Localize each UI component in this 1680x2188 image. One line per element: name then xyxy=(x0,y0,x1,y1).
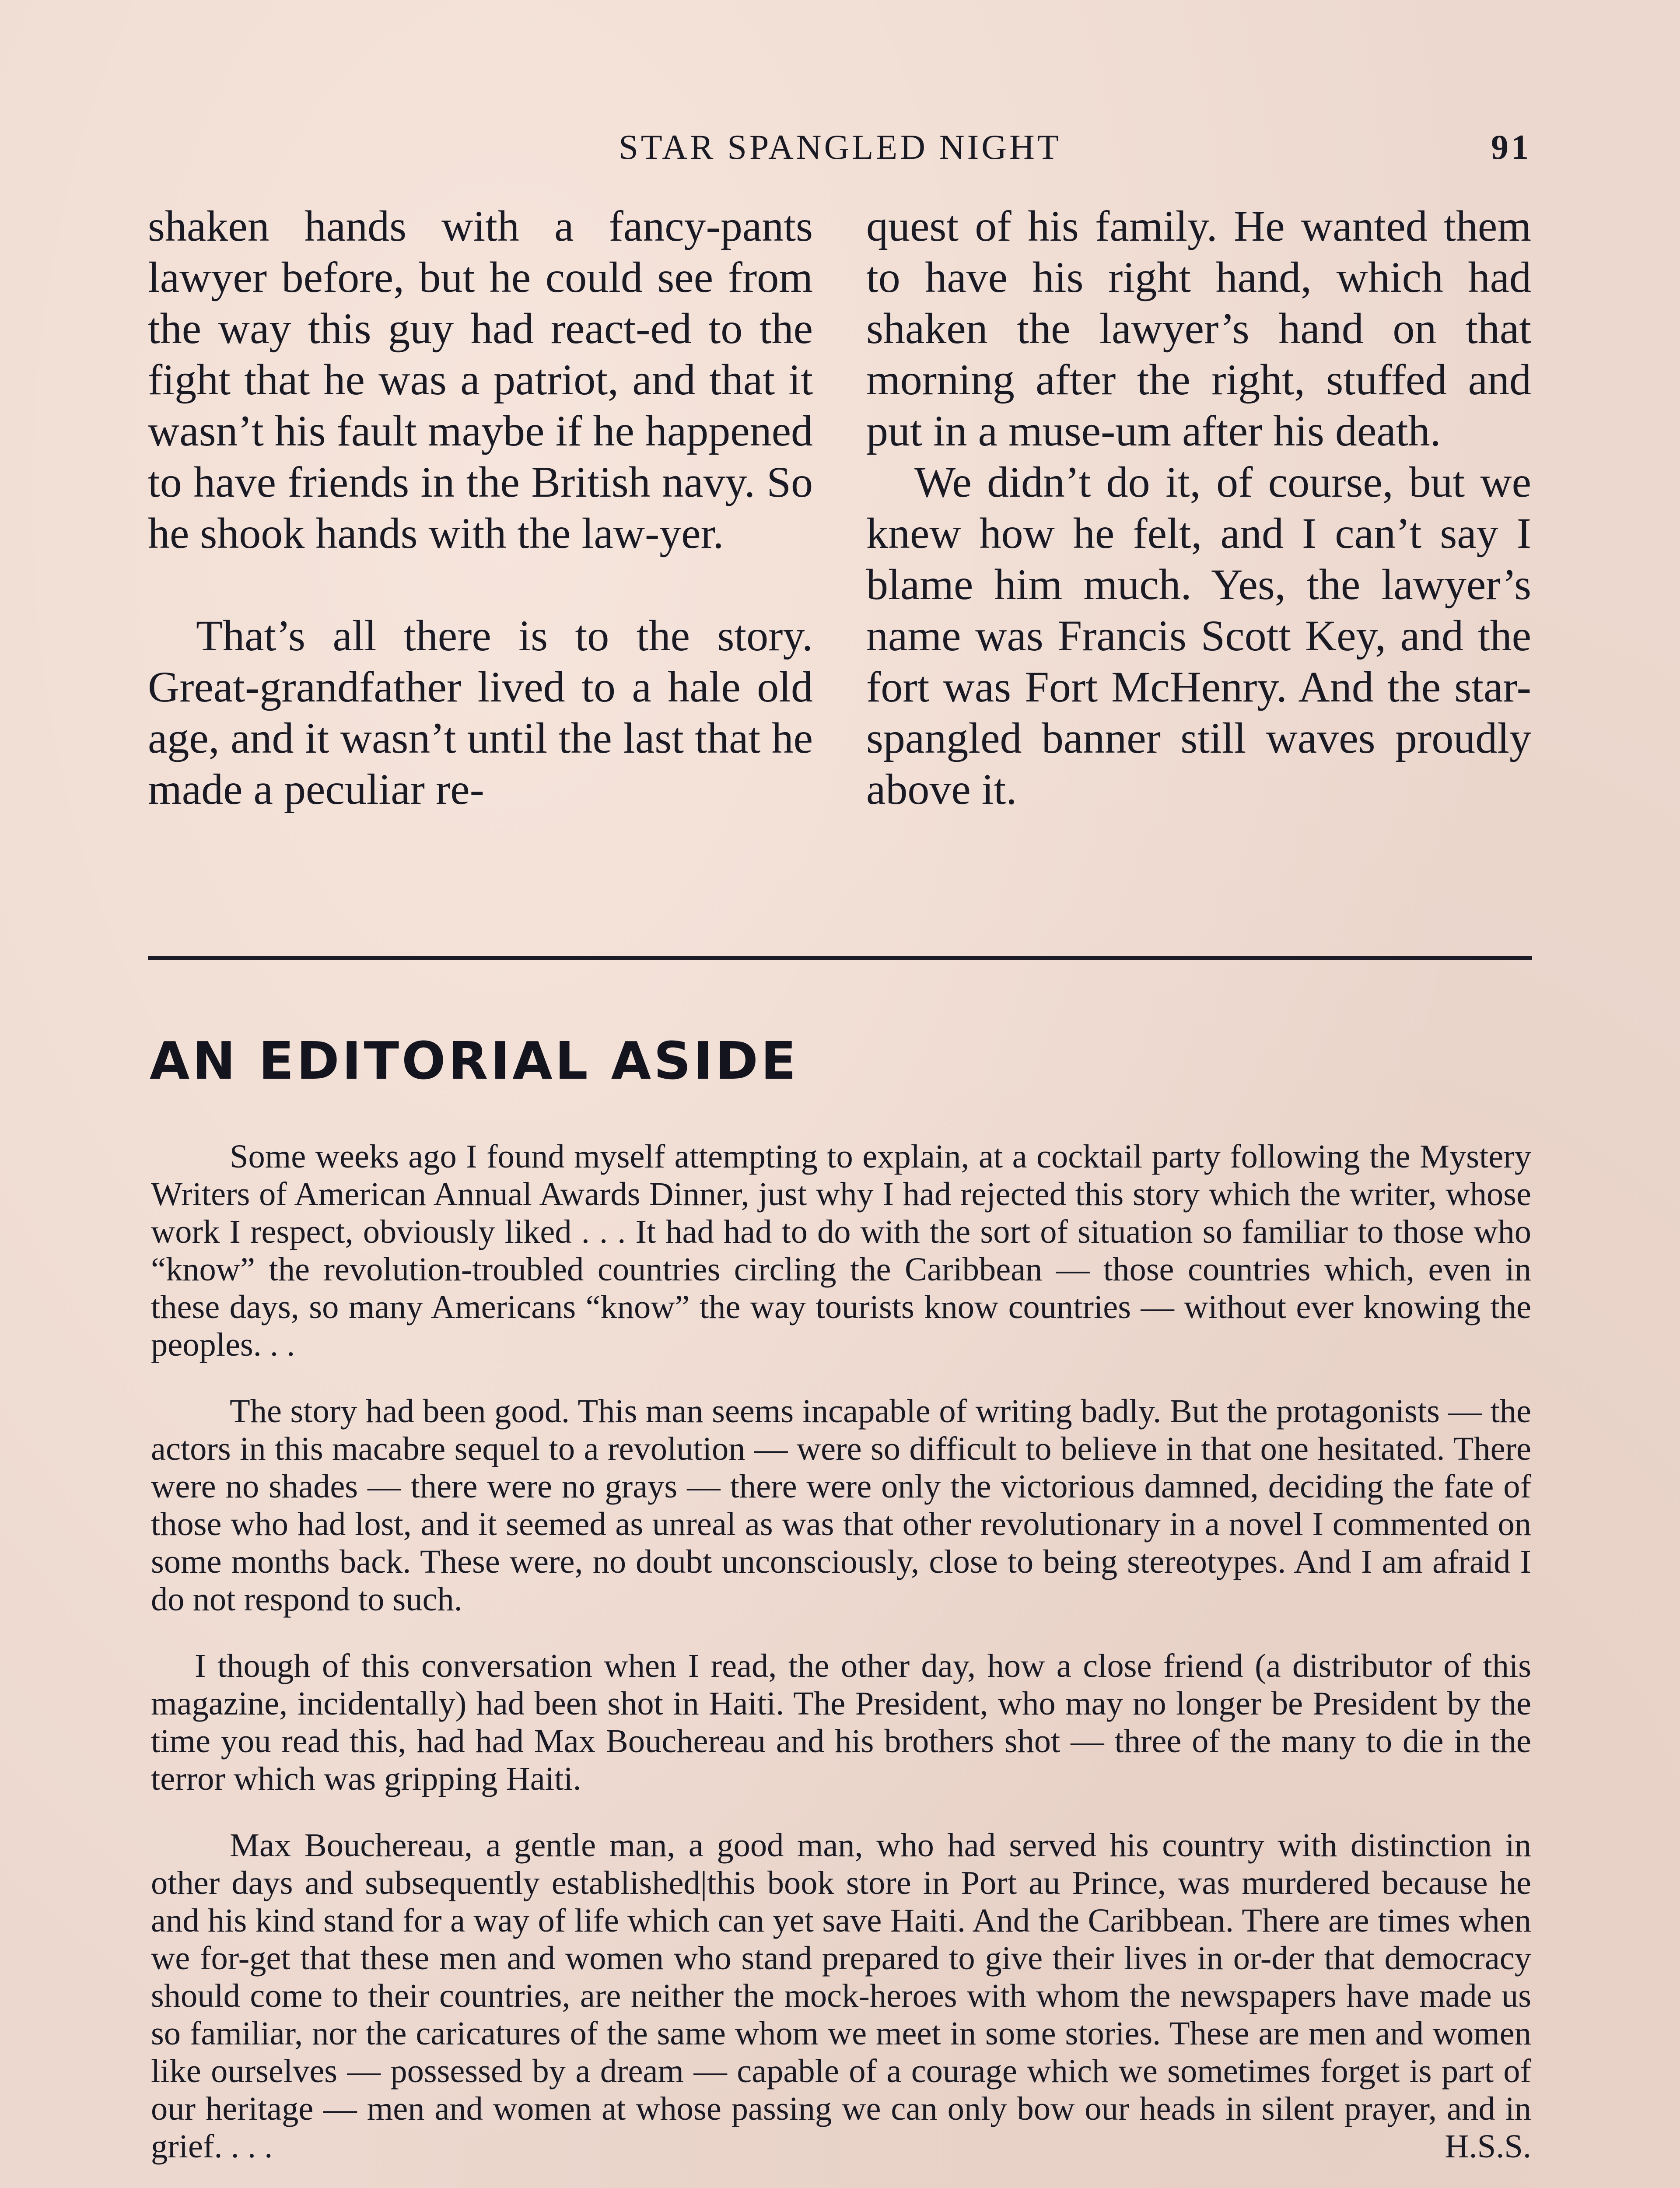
story-paragraph: shaken hands with a fancy-pants lawyer before, but he could see from the way this guy had react-ed to the fight that he was a patriot, and that it wasn’t his fault maybe if he happened to have friends in the British navy. So he shook hands with the law-yer. xyxy=(148,202,813,558)
editorial-paragraph-last xyxy=(151,1827,1531,2165)
editorial-paragraph: The story had been good. This man seems incapable of writing badly. But the protagonists — the actors in this macabre sequel to a revolution — were so difficult to believe in that one hesitated. There were no shades — there were no grays — there were only the victorious damned, deciding the fate of those who had lost, and it seemed as unreal as was that other revolutionary in a novel I commented on some months back. These were, no doubt unconsciously, close to being stereotypes. And I am afraid I do not respond to such. xyxy=(151,1392,1531,1618)
page-number: 91 xyxy=(1491,128,1531,167)
editorial-signature: H.S.S. xyxy=(1445,2128,1531,2165)
section-divider xyxy=(148,956,1532,960)
editorial-heading: AN EDITORIAL ASIDE xyxy=(150,1031,799,1091)
running-header xyxy=(149,128,1531,176)
story-paragraph: quest of his family. He wanted them to have his right hand, which had shaken the lawyer’s hand on that morning after the right, stuffed and put in a muse-um after his death. xyxy=(866,202,1531,455)
editorial-paragraph: Some weeks ago I found myself attempting to explain, at a cocktail party following the Mystery Writers of American Annual Awards Dinner, just why I had rejected this story which the writer, whose work I respect, obviously liked . . . It had had to do with the sort of situation so familiar to those who “know” the revolution-troubled countries circling the Caribbean — those countries which, even in these days, so many Americans “know” the way tourists know countries — without ever knowing the peoples. . . xyxy=(151,1138,1531,1363)
story-column-left xyxy=(148,200,813,815)
editorial-paragraph-text: Max Bouchereau, a gentle man, a good man, who had served his country with distinction in other days and subsequently established|this book store in Port au Prince, was murdered because he and his kind stand for a way of life which can yet save Haiti. And the Caribbean. There are times when we for-get that these men and women who stand prepared to give their lives in or-der that democracy should come to their countries, are neither the mock-heroes with whom the newspapers have made us so familiar, nor the caricatures of the same whom we meet in some stories. These are men and women like ourselves — possessed by a dream — capable of a courage which we sometimes forget is part of our heritage — men and women at whose passing we can only bow our heads in silent prayer, and in grief. . . . xyxy=(151,1827,1531,2165)
story-text xyxy=(148,200,1531,944)
running-title: STAR SPANGLED NIGHT xyxy=(619,128,1061,167)
editorial-body xyxy=(151,1138,1531,2188)
story-column-right xyxy=(866,200,1531,815)
story-paragraph: We didn’t do it, of course, but we knew how he felt, and I can’t say I blame him much. Yes, the lawyer’s name was Francis Scott Key, and the fort was Fort McHenry. And the star-spangled banner still waves proudly above it. xyxy=(866,458,1531,813)
editorial-paragraph: I though of this conversation when I read, the other day, how a close friend (a distributor of this magazine, incidentally) had been shot in Haiti. The President, who may no longer be President by the time you read this, had had Max Bouchereau and his brothers shot — three of the many to die in the terror which was gripping Haiti. xyxy=(151,1647,1531,1797)
story-paragraph: That’s all there is to the story. Great-grandfather lived to a hale old age, and it wasn’t until the last that he made a peculiar re- xyxy=(148,611,813,813)
